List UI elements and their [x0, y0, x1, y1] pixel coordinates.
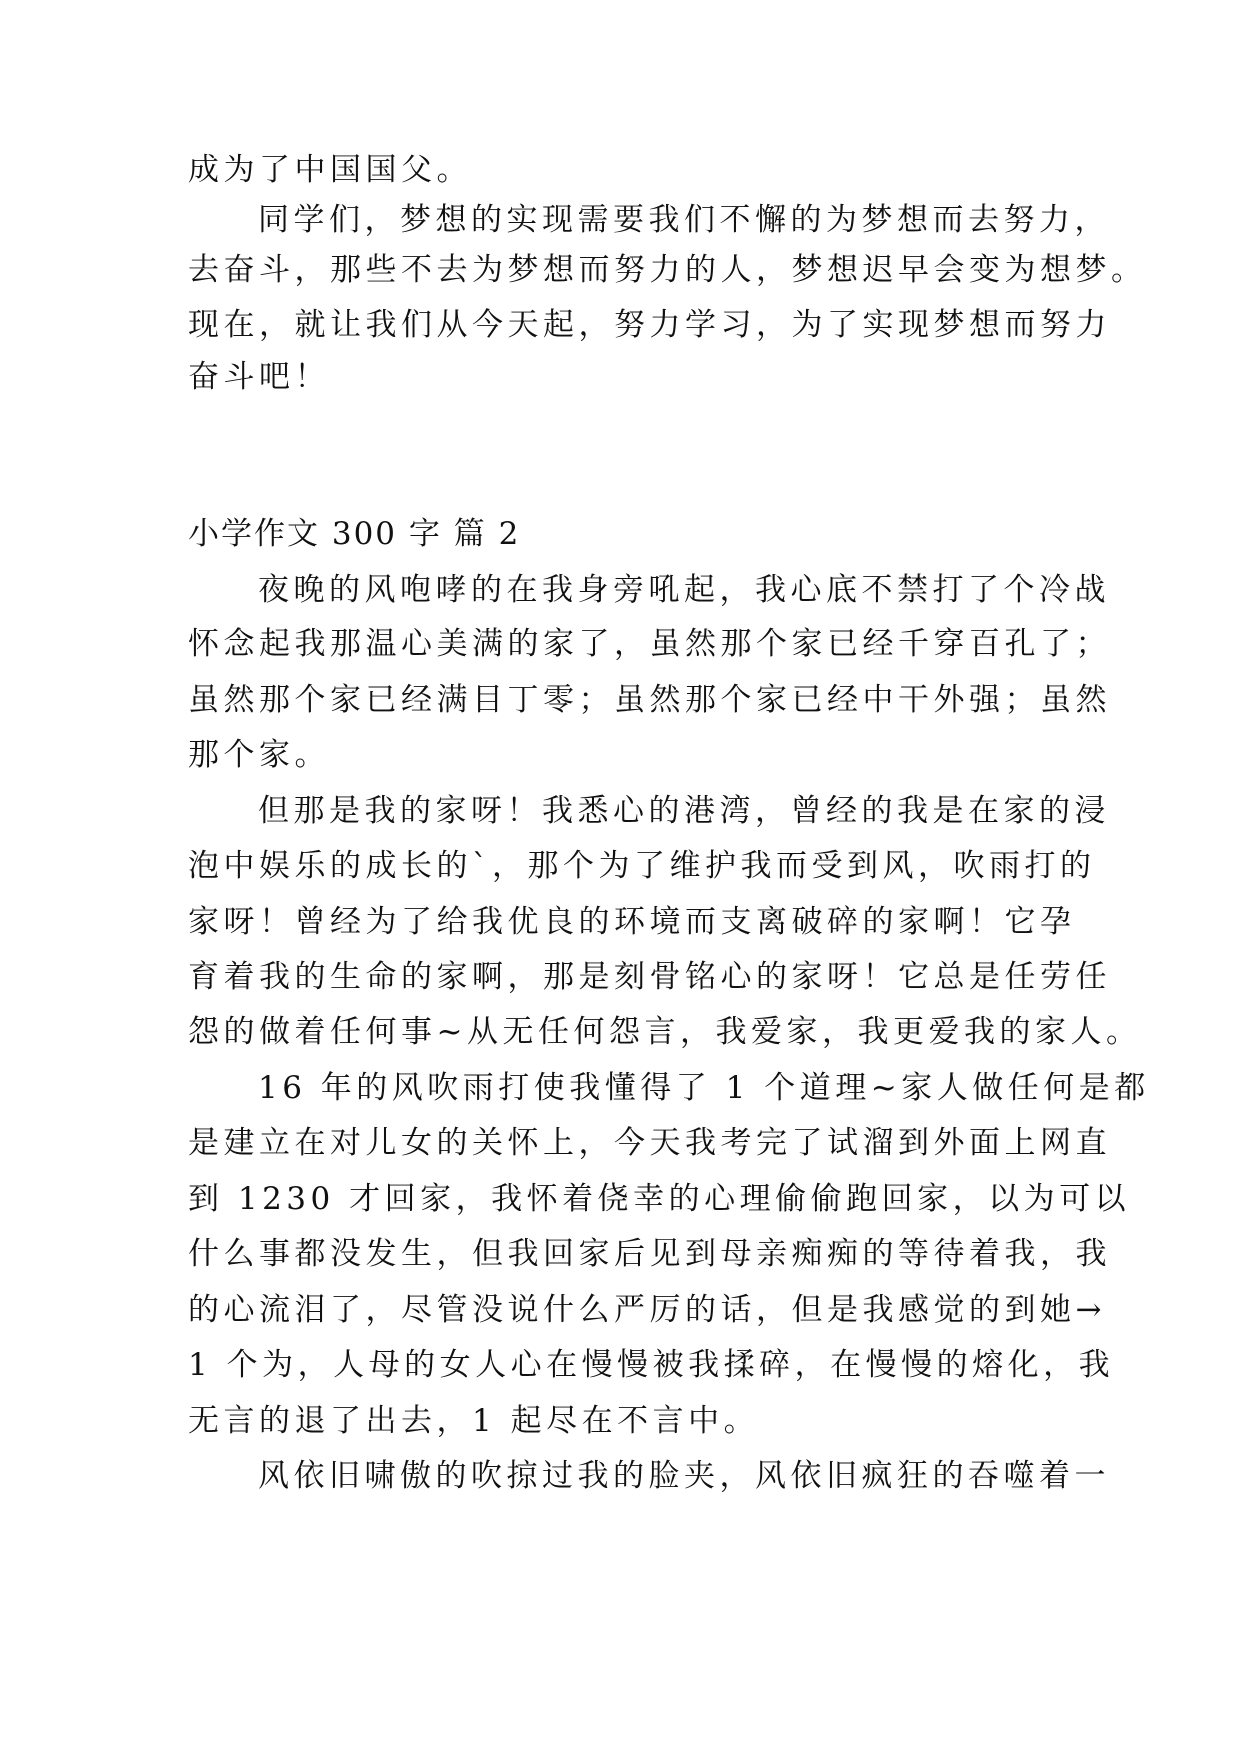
text-line: 1 个为，人母的女人心在慢慢被我揉碎，在慢慢的熔化，我	[188, 1347, 1115, 1383]
text-line: 现在，就让我们从今天起，努力学习，为了实现梦想而努力	[188, 307, 1111, 343]
text-line: 16 年的风吹雨打使我懂得了 1 个道理~家人做任何是都	[258, 1070, 1150, 1106]
text-line: 风依旧啸傲的吹掠过我的脸夹，风依旧疯狂的吞噬着一	[258, 1458, 1110, 1494]
text-line: 但那是我的家呀！我悉心的港湾，曾经的我是在家的浸	[258, 793, 1110, 829]
text-line: 成为了中国国父。	[188, 152, 472, 188]
text-line: 育着我的生命的家啊，那是刻骨铭心的家呀！它总是任劳任	[188, 959, 1111, 995]
text-line: 泡中娱乐的成长的`，那个为了维护我而受到风，吹雨打的	[188, 848, 1096, 884]
text-line: 到 1230 才回家，我怀着侥幸的心理偷偷跑回家，以为可以	[188, 1181, 1131, 1217]
text-line: 的心流泪了，尽管没说什么严厉的话，但是我感觉的到她→	[188, 1292, 1106, 1328]
section-heading: 小学作文 300 字 篇 2	[188, 516, 521, 552]
text-line: 同学们，梦想的实现需要我们不懈的为梦想而去努力，	[258, 202, 1110, 238]
text-line: 那个家。	[188, 737, 330, 773]
text-line: 夜晚的风咆哮的在我身旁吼起，我心底不禁打了个冷战	[258, 572, 1110, 608]
text-line: 奋斗吧！	[188, 359, 330, 395]
text-line: 怀念起我那温心美满的家了，虽然那个家已经千穿百孔了；	[188, 626, 1111, 662]
text-line: 虽然那个家已经满目丁零；虽然那个家已经中干外强；虽然	[188, 682, 1111, 718]
text-line: 是建立在对儿女的关怀上，今天我考完了试溜到外面上网直	[188, 1125, 1111, 1161]
text-line: 怨的做着任何事~从无任何怨言，我爱家，我更爱我的家人。	[188, 1014, 1142, 1050]
text-line: 家呀！曾经为了给我优良的环境而支离破碎的家啊！它孕	[188, 904, 1076, 940]
text-line: 无言的退了出去，1 起尽在不言中。	[188, 1403, 760, 1439]
text-line: 什么事都没发生，但我回家后见到母亲痴痴的等待着我，我	[188, 1236, 1111, 1272]
text-line: 去奋斗，那些不去为梦想而努力的人，梦想迟早会变为想梦。	[188, 252, 1147, 288]
